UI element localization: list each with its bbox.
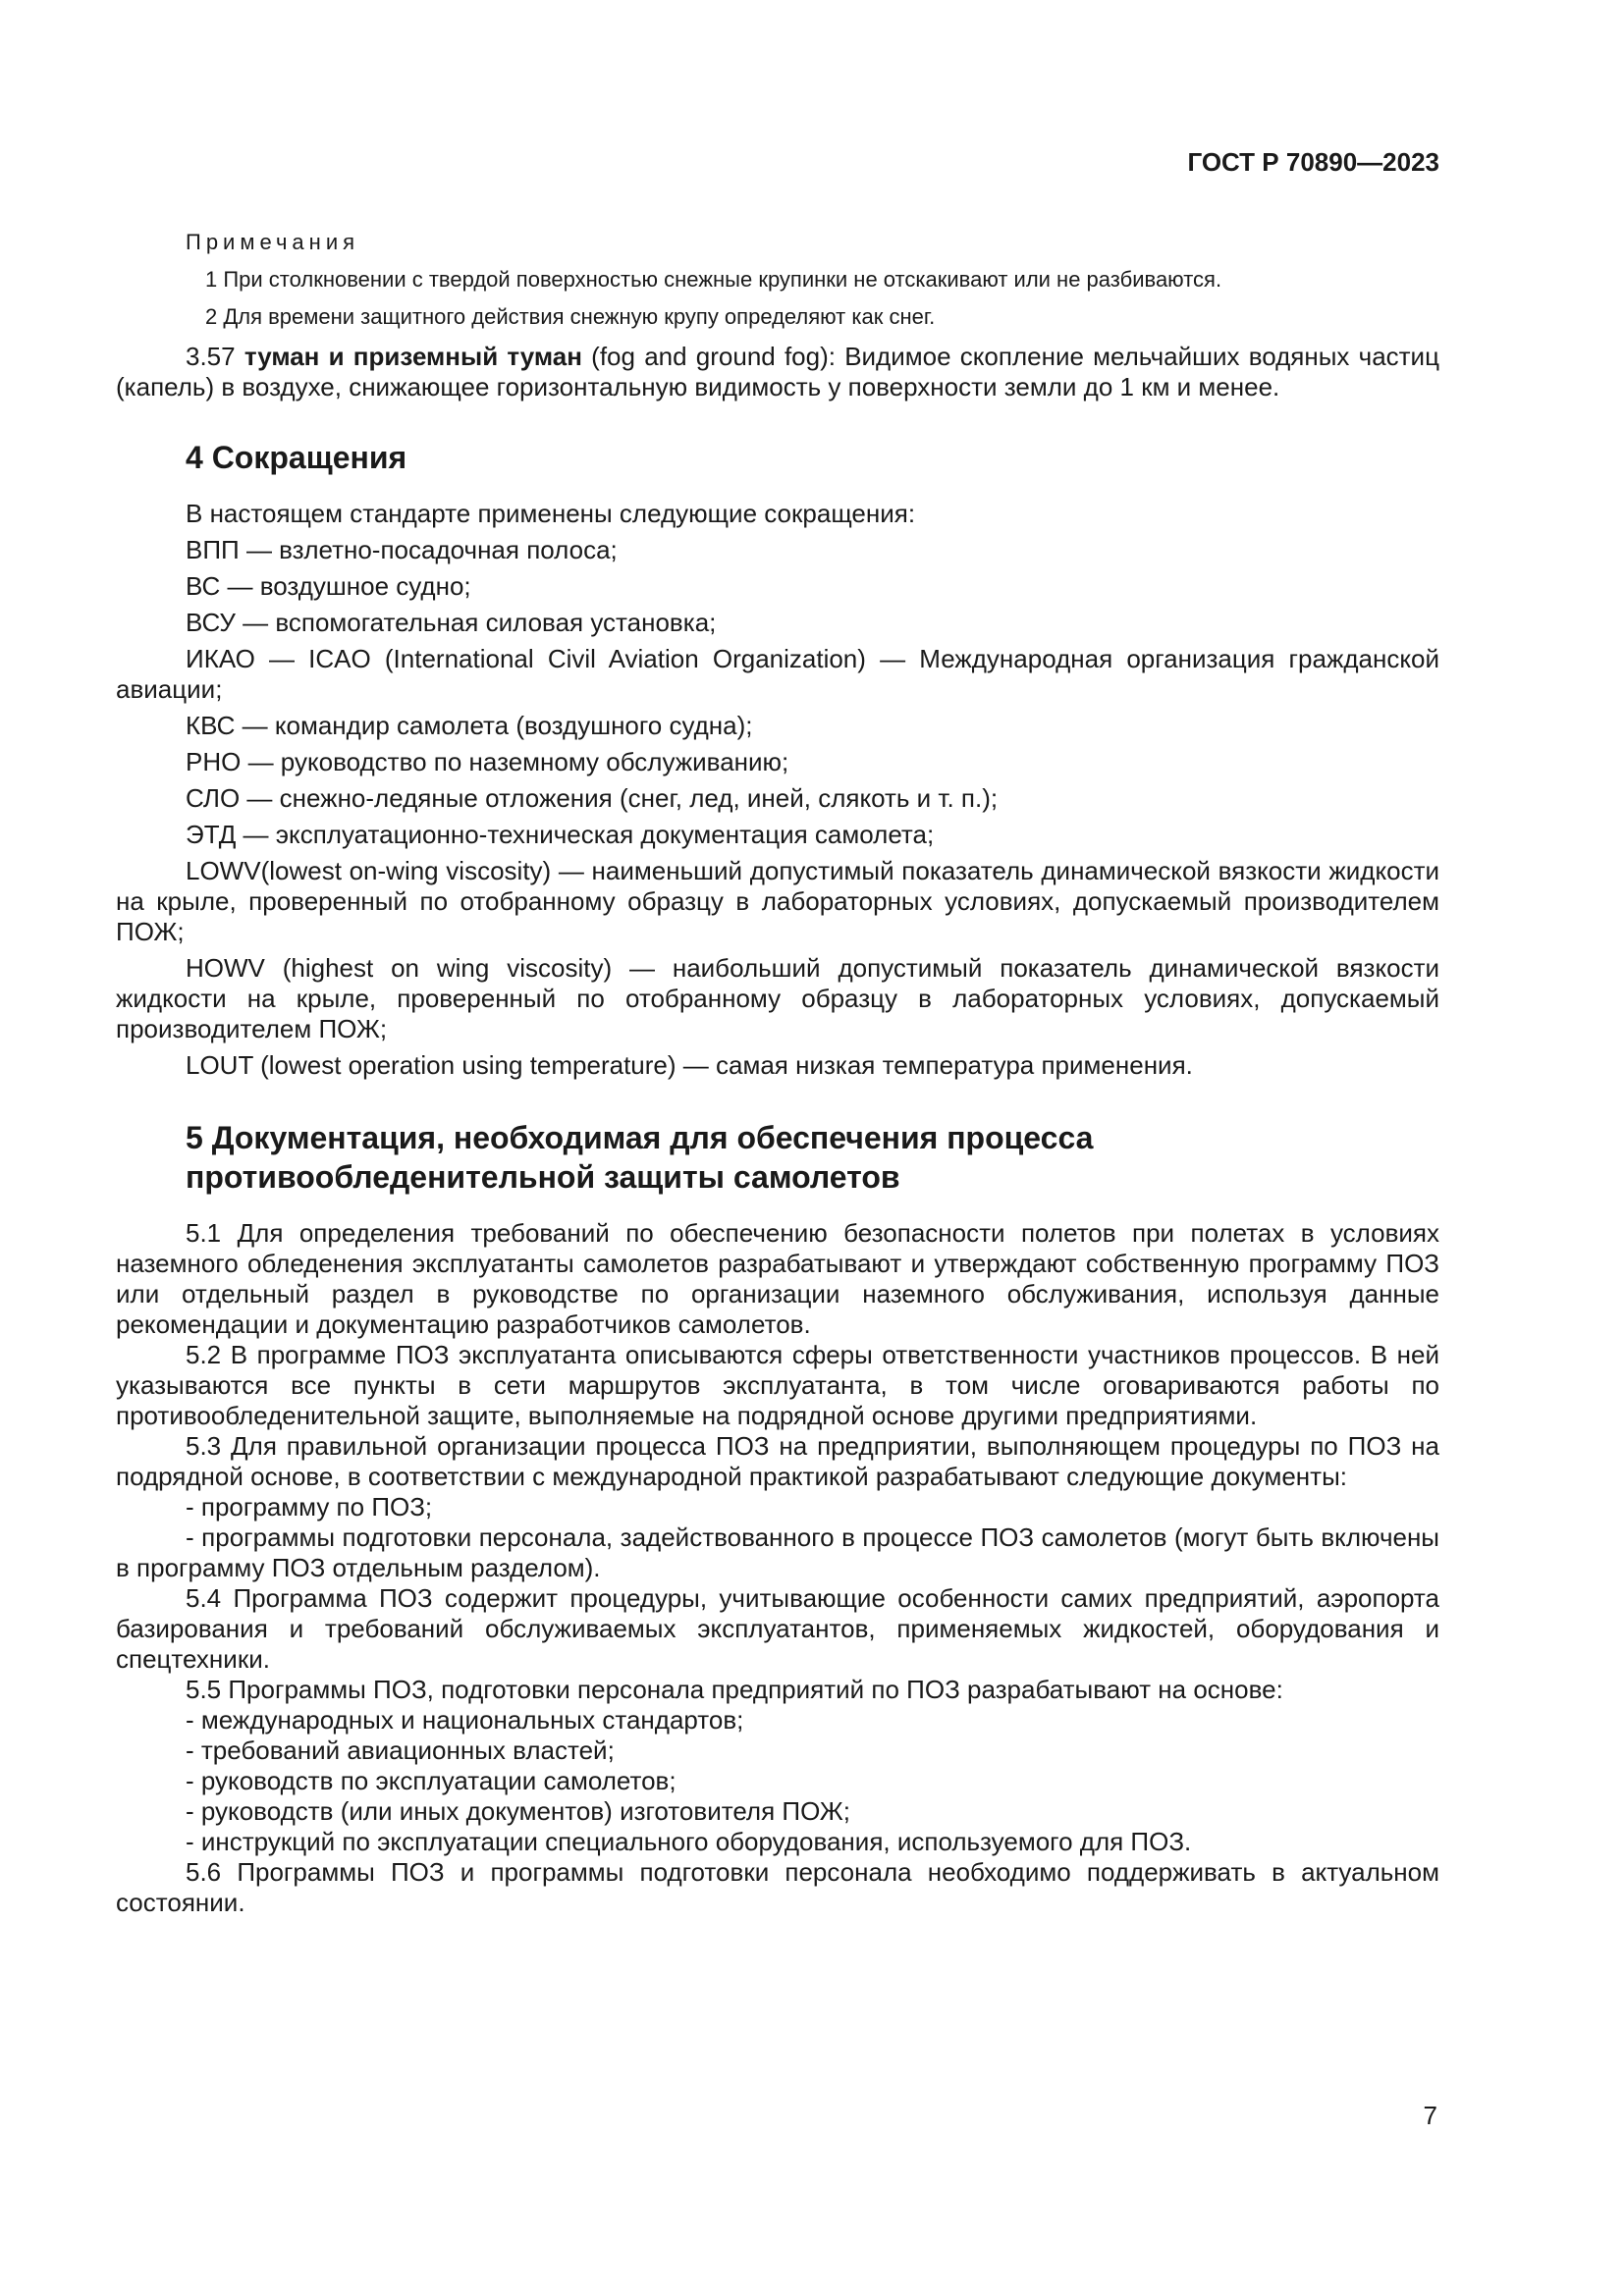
section-4-intro: В настоящем стандарте применены следующие сокращения: [186,499,916,528]
paragraph-5-6: 5.6 Программы ПОЗ и программы подготовки персонала необходимо поддерживать в актуальном состоянии. [116,1857,1439,1917]
list-item: - требований авиационных властей; [186,1735,615,1765]
list-item: - инструкций по эксплуатации специального оборудования, используемого для ПОЗ. [186,1827,1192,1856]
abbreviation-item: РНО — руководство по наземному обслуживанию; [186,747,789,776]
paragraph-5-4: 5.4 Программа ПОЗ содержит процедуры, учитывающие особенности самих предприятий, аэропорта базирования и требований обслуживаемых эксплуатантов, применяемых жидкостей, оборудования и спецтехники. [116,1583,1439,1674]
abbreviation-item: КВС — командир самолета (воздушного судна); [186,711,753,740]
paragraph-5-2: 5.2 В программе ПОЗ эксплуатанта описываются сферы ответственности участников процессов. В ней указываются все пункты в сети маршрутов эксплуатанта, в том числе оговариваются работы по противообледенительной защите, выполняемые на подрядной основе другими предприятиями. [116,1340,1439,1430]
section-4-title: 4 Сокращения [186,440,407,475]
abbreviation-item: ВС — воздушное судно; [186,571,471,601]
section-5-title-line-2: противообледенительной защиты самолетов [186,1159,900,1195]
abbreviation-item: ВСУ — вспомогательная силовая установка; [186,608,717,637]
definition-term: туман и приземный туман [244,342,582,371]
section-5-title [116,1118,1439,1197]
paragraph-5-5: 5.5 Программы ПОЗ, подготовки персонала предприятий по ПОЗ разрабатывают на основе: [186,1675,1283,1704]
list-item: - программу по ПОЗ; [186,1492,433,1522]
list-item: - руководств по эксплуатации самолетов; [186,1766,677,1795]
abbreviation-item: ВПП — взлетно-посадочная полоса; [186,535,618,564]
definition-number: 3.57 [186,342,236,371]
abbreviation-item: LOUT (lowest operation using temperature) — самая низкая температура применения. [186,1050,1193,1080]
definition-3-57 [116,342,1439,402]
abbreviation-item: LOWV(lowest on-wing viscosity) — наименьший допустимый показатель динамической вязкости жидкости на крыле, проверенный по отобранному образцу в лабораторных условиях, допускаемый производителем ПОЖ; [116,856,1439,946]
abbreviation-item: ИКАО — ICAO (International Civil Aviation Organization) — Международная организация гражданской авиации; [116,644,1439,704]
note-1: 1 При столкновении с твердой поверхностью снежные крупинки не отскакивают или не разбиваются. [205,267,1222,292]
abbreviation-item: СЛО — снежно-ледяные отложения (снег, лед, иней, слякоть и т. п.); [186,783,999,813]
notes-label: Примечания [186,230,360,254]
abbreviation-item: ЭТД — эксплуатационно-техническая документация самолета; [186,820,935,849]
section-5-title-line-1: 5 Документация, необходимая для обеспечения процесса [186,1120,1094,1155]
list-item: - международных и национальных стандартов; [186,1705,744,1735]
abbreviation-item: HOWV (highest on wing viscosity) — наибольший допустимый показатель динамической вязкости жидкости на крыле, проверенный по отобранному образцу в лабораторных условиях, допускаемый производителем ПОЖ; [116,953,1439,1043]
paragraph-5-1: 5.1 Для определения требований по обеспечению безопасности полетов при полетах в условиях наземного обледенения эксплуатанты самолетов разрабатывают и утверждают собственную программу ПОЗ или отдельный раздел в руководстве по организации наземного обслуживания, используя данные рекомендации и документацию разработчиков самолетов. [116,1218,1439,1339]
document-body [116,224,1439,1918]
page-number: 7 [1423,2101,1437,2130]
note-2: 2 Для времени защитного действия снежную крупу определяют как снег. [205,304,936,329]
list-item: - программы подготовки персонала, задействованного в процессе ПОЗ самолетов (могут быть включены в программу ПОЗ отдельным разделом). [116,1522,1439,1582]
paragraph-5-3: 5.3 Для правильной организации процесса ПОЗ на предприятии, выполняющем процедуры по ПОЗ на подрядной основе, в соответствии с международной практикой разрабатывают следующие документы: [116,1431,1439,1491]
definition-text: (fog and ground fog): Видимое скопление мельчайших водяных частиц (капель) в воздухе, снижающее горизонтальную видимость у поверхности земли до 1 км и менее. [116,342,1439,401]
list-item: - руководств (или иных документов) изготовителя ПОЖ; [186,1796,850,1826]
document-header: ГОСТ Р 70890—2023 [1187,147,1439,177]
